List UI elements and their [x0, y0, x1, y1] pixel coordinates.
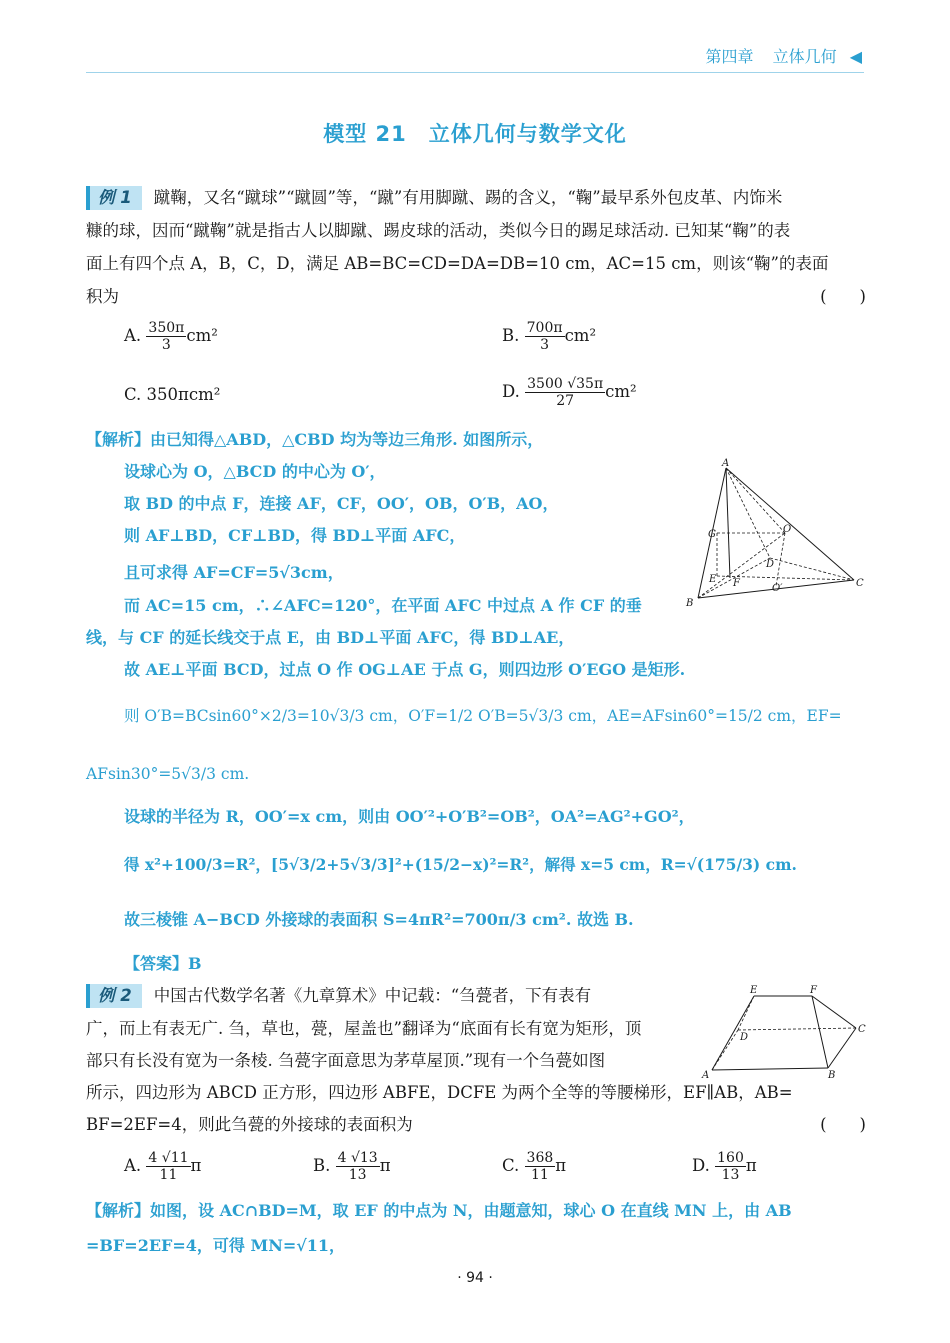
fig1-label-e: E — [709, 574, 717, 585]
ex1-tag: 例 1 — [86, 186, 142, 210]
ex2-option-d: D. $\frac{160}{13}$ π — [692, 1150, 757, 1183]
ex2-line3: 部只有长没有宽为一条棱. 刍甍字面意思为茅草屋顶.”现有一个刍甍如图 — [86, 1051, 606, 1070]
ex2-line5: BF=2EF=4，则此刍甍的外接球的表面积为 ( ) — [86, 1108, 866, 1141]
ex1-option-a: A. $\frac{350\pi}{3}$ cm² — [124, 320, 218, 353]
fig2-label-b: B — [828, 1070, 836, 1080]
fig1-label-b: B — [686, 598, 694, 609]
ex1-solution-11: 设球的半径为 R，OO′=x cm，则由 OO′²+O′B²=OB²，OA²=AG²+GO²， — [124, 807, 695, 826]
ex1-option-c: C. 350πcm² — [124, 385, 221, 404]
fig2-label-f: F — [810, 985, 817, 996]
fig1-label-f: F — [733, 578, 740, 589]
header-divider — [86, 72, 864, 73]
ex1-solution-5: 且可求得 AF=CF=5√3cm， — [124, 563, 344, 582]
edge-ab — [712, 1068, 828, 1070]
chapter-label: 第四章 — [705, 47, 754, 66]
ex2-option-b: B. $\frac{4 √13}{13}$ π — [313, 1150, 391, 1183]
fig1-label-a: A — [722, 458, 730, 469]
ex2-solution-2: =BF=2EF=4，可得 MN=√11， — [86, 1236, 346, 1255]
ex2-option-a: A. $\frac{4 √11}{11}$ π — [124, 1150, 202, 1183]
ex1-solution-1: 【解析】由已知得△ABD，△CBD 均为等边三角形. 如图所示， — [86, 430, 544, 449]
ex1-solution-4: 则 AF⊥BD，CF⊥BD，得 BD⊥平面 AFC， — [124, 526, 466, 545]
edge-fc — [812, 996, 856, 1028]
ex1-solution-10: AFsin30°=5√3/3 cm. — [86, 765, 250, 783]
segment-ao — [726, 468, 785, 533]
ex1-solution-3: 取 BD 的中点 F，连接 AF，CF，OO′，OB，O′B，AO， — [124, 494, 559, 513]
ex1-solution-2: 设球心为 O，△BCD 的中心为 O′， — [124, 462, 386, 481]
section-label: 立体几何 — [772, 47, 837, 66]
ex1-solution-7: 线，与 CF 的延长线交于点 E，由 BD⊥平面 AFC，得 BD⊥AE， — [86, 628, 575, 647]
edge-ed — [738, 996, 754, 1030]
fig2-label-c: C — [858, 1024, 866, 1035]
running-header — [705, 44, 862, 67]
ex1-solution-13: 故三棱锥 A−BCD 外接球的表面积 S=4πR²=700π/3 cm². 故选 B. — [124, 910, 634, 929]
ex2-line1: 例 2 中国古代数学名著《九章算术》中记载：“刍甍者，下有表有 — [86, 979, 696, 1012]
ex1-solution-9: 则 O′B=BCsin60°×2/3=10√3/3 cm，O′F=1/2 O′B=5√3/3 cm，AE=AFsin60°=15/2 cm，EF= — [124, 707, 842, 725]
edge-bc — [828, 1028, 856, 1068]
ex2-option-c: C. $\frac{368}{11}$ π — [502, 1150, 567, 1183]
fig2-label-a: A — [702, 1070, 710, 1080]
edge-dc — [738, 1028, 856, 1030]
ex2-line4: 所示，四边形为 ABCD 正方形，四边形 ABFE，DCFE 为两个全等的等腰梯形，EF∥AB，AB= — [86, 1083, 793, 1102]
tetrahedron-figure — [680, 458, 870, 616]
ex2-answer-paren: ( ) — [820, 1115, 866, 1134]
chumeng-figure — [700, 982, 870, 1080]
fig1-label-o-prime: O′ — [772, 583, 783, 594]
fig1-label-d: D — [766, 559, 775, 570]
edge-ad — [726, 468, 770, 558]
ex2-solution-1: 【解析】如图，设 AC∩BD=M，取 EF 的中点为 N，由题意知，球心 O 在直线 MN 上，由 AB — [86, 1201, 792, 1220]
fig1-label-o: O — [783, 524, 792, 535]
ex1-option-d: D. $\frac{3500 √35\pi}{27}$ cm² — [502, 376, 637, 409]
fig2-label-d: D — [740, 1032, 749, 1043]
fig1-label-c: C — [856, 578, 864, 589]
edge-fb — [812, 996, 828, 1068]
ex1-answer: 【答案】B — [124, 954, 202, 973]
edge-af — [726, 468, 730, 578]
ex1-solution-6: 而 AC=15 cm，∴∠AFC=120°，在平面 AFC 中过点 A 作 CF 的垂 — [124, 596, 642, 615]
ex1-option-b: B. $\frac{700\pi}{3}$ cm² — [502, 320, 597, 353]
ex1-line4: 积为 ( ) — [86, 280, 866, 313]
fig2-label-e: E — [750, 985, 758, 996]
page-title: 模型 21 立体几何与数学文化 — [323, 122, 627, 146]
fig1-label-g: G — [708, 529, 716, 540]
triangle-left-icon: ◀ — [849, 47, 862, 66]
ex2-tag: 例 2 — [86, 984, 142, 1008]
ex1-line1: 例 1 蹴鞠，又名“蹴球”“蹴圆”等，“蹴”有用脚蹴、踢的含义，“鞠”最早系外包皮革、内饰米 — [86, 181, 866, 214]
page-number: · 94 · — [457, 1270, 493, 1286]
answer-paren: ( ) — [820, 287, 866, 306]
ex1-line2: 糠的球，因而“蹴鞠”就是指古人以脚蹴、踢皮球的活动，类似今日的踢足球活动. 已知某“鞠”的表 — [86, 221, 791, 240]
ex1-solution-8: 故 AE⊥平面 BCD，过点 O 作 OG⊥AE 于点 G，则四边形 O′EGO 是矩形. — [124, 660, 686, 679]
ex1-line3: 面上有四个点 A，B，C，D，满足 AB=BC=CD=DA=DB=10 cm，AC=15 cm，则该“鞠”的表面 — [86, 254, 829, 273]
edge-ad — [712, 1030, 738, 1070]
ex2-line2: 广，而上有表无广. 刍，草也，甍，屋盖也”翻译为“底面有长有宽为矩形，顶 — [86, 1019, 642, 1038]
ex1-solution-12: 得 x²+100/3=R²，[5√3/2+5√3/3]²+(15/2−x)²=R²，解得 x=5 cm，R=√(175/3) cm. — [124, 855, 797, 874]
